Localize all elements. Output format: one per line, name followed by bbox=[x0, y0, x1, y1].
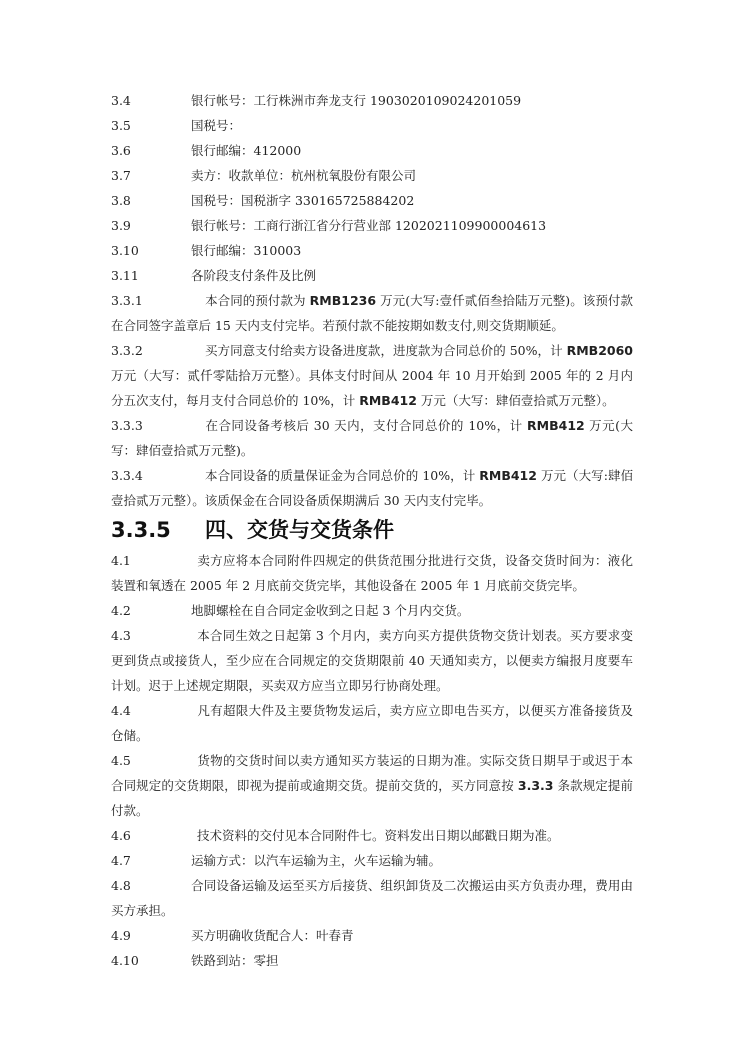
clause-line bbox=[111, 263, 633, 288]
bold-amount: RMB412 bbox=[527, 418, 585, 433]
clause-line bbox=[111, 238, 633, 263]
bold-amount: RMB1236 bbox=[309, 293, 377, 308]
clause-number: 3.3.1 bbox=[111, 293, 143, 308]
clause-paragraph bbox=[111, 698, 633, 748]
document-page bbox=[111, 88, 633, 973]
heading-number: 3.3.5 bbox=[111, 518, 171, 542]
clause-paragraph bbox=[111, 873, 633, 923]
clause-number: 3.3.4 bbox=[111, 468, 143, 483]
clause-number: 3.10 bbox=[111, 243, 139, 258]
clause-number: 3.11 bbox=[111, 268, 139, 283]
clause-text: 合同设备运输及运至买方后接货、组织卸货及二次搬运由买方负责办理，费用由买方承担。 bbox=[111, 878, 633, 918]
clause-number: 4.7 bbox=[111, 853, 131, 868]
clause-paragraph bbox=[111, 288, 633, 338]
clause-text: 买方同意支付给卖方设备进度款，进度款为合同总价的 50%，计 bbox=[205, 343, 567, 358]
clause-text: 条款规定提前付款。 bbox=[111, 778, 633, 818]
clause-line bbox=[111, 138, 633, 163]
clause-text: 万元（大写:肆佰壹拾贰万元整）。该质保金在合同设备质保期满后 30 天内支付完毕。 bbox=[111, 468, 633, 508]
clause-text: 万元(大写:壹仟贰佰叁拾陆万元整)。该预付款在合同签字盖章后 15 天内支付完毕。若预付款不能按期如数支付,则交货期顺延。 bbox=[111, 293, 633, 333]
clause-paragraph bbox=[111, 848, 633, 873]
clause-number: 3.9 bbox=[111, 218, 131, 233]
clause-line bbox=[111, 88, 633, 113]
clause-number: 4.2 bbox=[111, 603, 131, 618]
clause-paragraph bbox=[111, 923, 633, 948]
bold-amount: RMB412 bbox=[359, 393, 417, 408]
bold-amount: RMB412 bbox=[479, 468, 537, 483]
clause-paragraph bbox=[111, 948, 633, 973]
clause-paragraph bbox=[111, 598, 633, 623]
clause-text: 在合同设备考核后 30 天内，支付合同总价的 10%，计 bbox=[205, 418, 528, 433]
clause-paragraph bbox=[111, 548, 633, 598]
clause-paragraph bbox=[111, 413, 633, 463]
clause-text: 凡有超限大件及主要货物发运后，卖方应立即电告买方，以便买方准备接货及仓储。 bbox=[111, 703, 633, 743]
clause-number: 4.5 bbox=[111, 753, 131, 768]
clause-paragraph bbox=[111, 338, 633, 413]
clause-text: 银行帐号：工商行浙江省分行营业部 1202021109900004613 bbox=[191, 218, 547, 233]
clause-text: 银行邮编：310003 bbox=[191, 243, 302, 258]
clause-number: 3.7 bbox=[111, 168, 131, 183]
clause-text: 万元(大写：肆佰壹拾贰万元整)。 bbox=[111, 418, 633, 458]
clause-text: 国税号： bbox=[191, 118, 242, 133]
clause-number: 4.1 bbox=[111, 553, 131, 568]
clause-number: 4.4 bbox=[111, 703, 131, 718]
clause-text: 运输方式：以汽车运输为主，火车运输为辅。 bbox=[191, 853, 442, 868]
clause-text: 卖方：收款单位：杭州杭氧股份有限公司 bbox=[191, 168, 417, 183]
clause-number: 3.5 bbox=[111, 118, 131, 133]
clause-text: 本合同的预付款为 bbox=[205, 293, 310, 308]
clause-paragraph bbox=[111, 823, 633, 848]
clause-number: 4.3 bbox=[111, 628, 131, 643]
clause-number: 4.8 bbox=[111, 878, 131, 893]
clause-text: 本合同设备的质量保证金为合同总价的 10%，计 bbox=[205, 468, 480, 483]
clause-text: 万元（大写：贰仟零陆拾万元整）。具体支付时间从 2004 年 10 月开始到 2005 年的 2 月内分五次支付，每月支付合同总价的 10%，计 bbox=[111, 368, 633, 408]
clause-text: 各阶段支付条件及比例 bbox=[191, 268, 317, 283]
clause-line bbox=[111, 188, 633, 213]
clause-text: 银行帐号：工行株洲市奔龙支行 1903020109024201059 bbox=[191, 93, 522, 108]
clause-paragraph bbox=[111, 623, 633, 698]
clause-paragraph bbox=[111, 748, 633, 823]
clause-text: 技术资料的交付见本合同附件七。资料发出日期以邮戳日期为准。 bbox=[197, 828, 560, 843]
clause-text: 地脚螺栓在自合同定金收到之日起 3 个月内交货。 bbox=[191, 603, 470, 618]
heading-title: 四、交货与交货条件 bbox=[205, 518, 394, 542]
clause-number: 3.8 bbox=[111, 193, 131, 208]
clause-line bbox=[111, 113, 633, 138]
clause-text: 本合同生效之日起第 3 个月内，卖方向买方提供货物交货计划表。买方要求变更到货点或接货人，至少应在合同规定的交货期限前 40 天通知卖方，以便卖方编报月度要车计划。迟于上述规定期限，买卖双方应当立即另行协商处理。 bbox=[111, 628, 633, 693]
delivery-terms bbox=[111, 548, 633, 973]
bold-amount: RMB2060 bbox=[566, 343, 633, 358]
clause-number: 3.3.2 bbox=[111, 343, 143, 358]
clause-number: 4.6 bbox=[111, 828, 131, 843]
clause-text: 卖方应将本合同附件四规定的供货范围分批进行交货，设备交货时间为：液化装置和氧透在 2005 年 2 月底前交货完毕，其他设备在 2005 年 1 月底前交货完毕。 bbox=[111, 553, 633, 593]
clause-text: 万元（大写：肆佰壹拾贰万元整）。 bbox=[416, 393, 615, 408]
clause-text: 银行邮编：412000 bbox=[191, 143, 302, 158]
clause-number: 4.10 bbox=[111, 953, 139, 968]
clause-paragraph bbox=[111, 463, 633, 513]
clause-line bbox=[111, 163, 633, 188]
clause-text: 货物的交货时间以卖方通知买方装运的日期为准。实际交货日期早于或迟于本合同规定的交货期限，即视为提前或逾期交货。提前交货的，买方同意按 bbox=[111, 753, 633, 793]
bank-info-list bbox=[111, 88, 633, 288]
clause-text: 买方明确收货配合人：叶春青 bbox=[191, 928, 354, 943]
clause-text: 国税号：国税浙字 330165725884202 bbox=[191, 193, 415, 208]
clause-line bbox=[111, 213, 633, 238]
payment-terms bbox=[111, 288, 633, 513]
bold-reference: 3.3.3 bbox=[517, 778, 554, 793]
clause-text: 铁路到站：零担 bbox=[191, 953, 279, 968]
clause-number: 3.3.3 bbox=[111, 418, 143, 433]
clause-number: 3.6 bbox=[111, 143, 131, 158]
section-heading bbox=[111, 515, 633, 546]
clause-number: 4.9 bbox=[111, 928, 131, 943]
clause-number: 3.4 bbox=[111, 93, 131, 108]
